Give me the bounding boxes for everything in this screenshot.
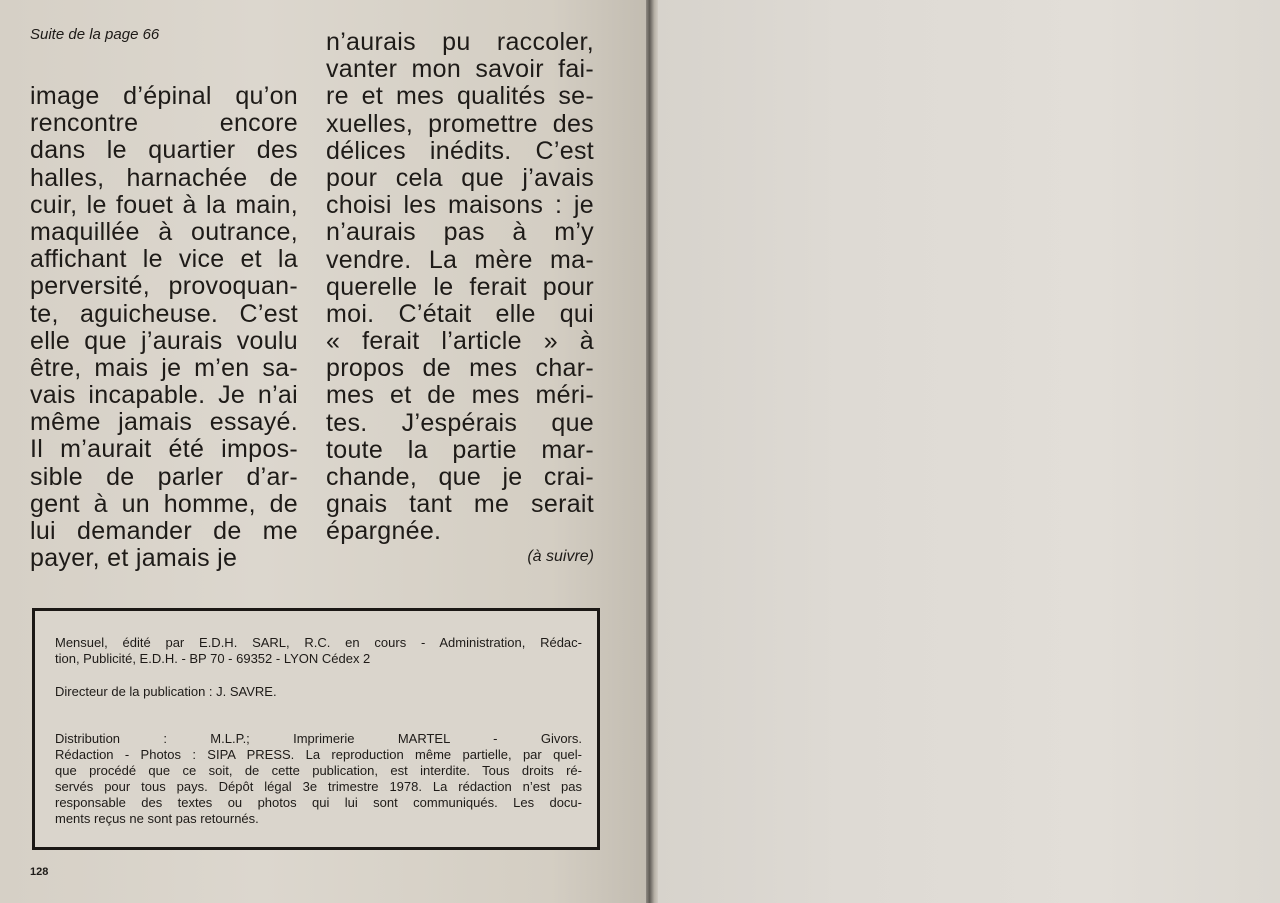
imprint-line: servés pour tous pays. Dépôt légal 3e trimestre 1978. La rédaction n’est pas: [55, 779, 582, 794]
text-line: dans le quartier des: [30, 136, 298, 165]
text-line: vais incapable. Je n’ai: [30, 381, 298, 410]
text-column-2: [326, 29, 594, 546]
page-gutter: [646, 0, 658, 903]
text-line: vanter mon savoir fai-: [326, 55, 594, 84]
text-line: propos de mes char-: [326, 354, 594, 383]
text-line: vendre. La mère ma-: [326, 245, 594, 274]
text-line: chande, que je crai-: [326, 463, 594, 491]
text-column-1: [30, 83, 298, 572]
imprint-director: Directeur de la publication : J. SAVRE.: [55, 684, 277, 699]
text-line: affichant le vice et la: [30, 245, 298, 274]
text-line: xuelles, promettre des: [326, 109, 594, 138]
text-line: moi. C’était elle qui: [326, 299, 594, 328]
text-line: tes. J’espérais que: [326, 408, 594, 437]
text-line: Il m’aurait été impos-: [30, 435, 298, 464]
imprint-line: responsable des textes ou photos qui lui sont communiqués. Les docu-: [55, 795, 582, 810]
text-line: « ferait l’article » à: [326, 327, 594, 356]
page-number: 128: [30, 866, 49, 878]
text-line: délices inédits. C’est: [326, 136, 594, 165]
text-line: pour cela que j’avais: [326, 163, 594, 192]
text-line: lui demander de me: [30, 517, 298, 545]
text-line: même jamais essayé.: [30, 408, 298, 437]
text-line: perversité, provoquan-: [30, 272, 298, 301]
imprint-box: [32, 608, 600, 850]
imprint-legal: [55, 731, 582, 827]
text-line: n’aurais pu raccoler,: [326, 28, 594, 56]
imprint-publisher: [55, 635, 582, 667]
imprint-line: Distribution : M.L.P.; Imprimerie MARTEL - Givors.: [55, 731, 582, 746]
text-line: payer, et jamais je: [30, 544, 238, 573]
continued-from-label: Suite de la page 66: [30, 26, 160, 43]
imprint-line: Rédaction - Photos : SIPA PRESS. La reproduction même partielle, par quel-: [55, 747, 582, 762]
text-line: choisi les maisons : je: [326, 191, 594, 220]
text-line: image d’épinal qu’on: [30, 82, 298, 110]
text-line: cuir, le fouet à la main,: [30, 190, 298, 219]
text-line: re et mes qualités se-: [326, 82, 594, 111]
text-line: te, aguicheuse. C’est: [30, 299, 298, 328]
text-line: rencontre encore: [30, 109, 298, 138]
text-line: mes et de mes méri-: [326, 381, 594, 410]
text-line: toute la partie mar-: [326, 435, 594, 464]
text-line: halles, harnachée de: [30, 163, 298, 192]
imprint-line: que procédé que ce soit, de cette publication, est interdite. Tous droits ré-: [55, 763, 582, 778]
imprint-line: Mensuel, édité par E.D.H. SARL, R.C. en cours - Administration, Rédac-: [55, 635, 582, 650]
text-line: être, mais je m’en sa-: [30, 353, 298, 382]
text-line: n’aurais pas à m’y: [326, 218, 594, 247]
text-line: épargnée.: [326, 517, 442, 546]
imprint-line: tion, Publicité, E.D.H. - BP 70 - 69352 - LYON Cédex 2: [55, 651, 371, 666]
to-be-continued-label: (à suivre): [527, 548, 594, 565]
text-line: sible de parler d’ar-: [30, 462, 298, 491]
text-line: gnais tant me serait: [326, 490, 594, 519]
imprint-line: ments reçus ne sont pas retournés.: [55, 811, 259, 826]
text-line: elle que j’aurais voulu: [30, 326, 298, 355]
text-line: maquillée à outrance,: [30, 217, 298, 246]
text-line: querelle le ferait pour: [326, 272, 594, 301]
right-page-blank: [658, 0, 1280, 903]
text-line: gent à un homme, de: [30, 489, 298, 518]
